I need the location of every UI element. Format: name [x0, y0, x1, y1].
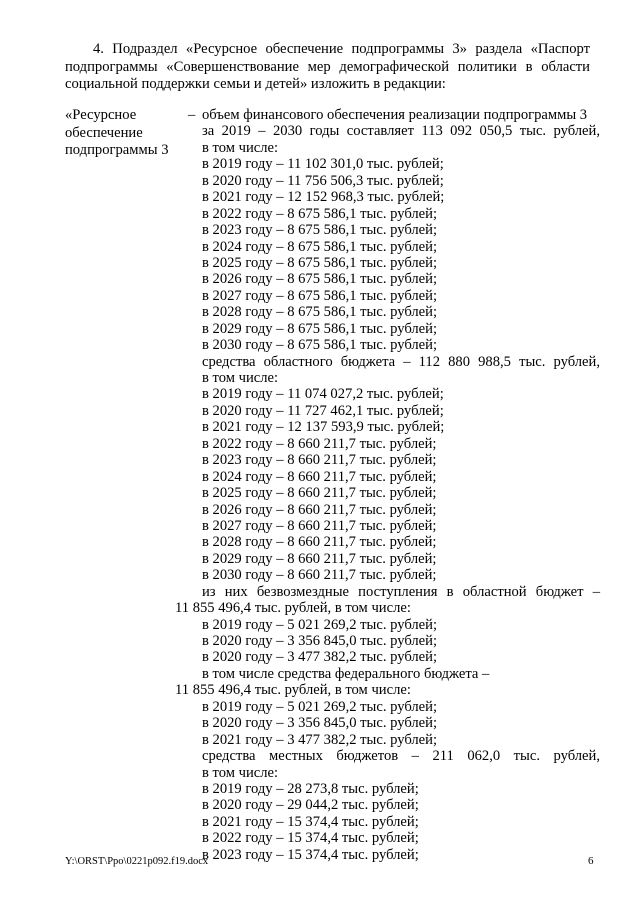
funding-line: в 2026 году – 8 675 586,1 тыс. рублей; — [202, 271, 438, 288]
intro-paragraph — [65, 41, 590, 94]
funding-line: в 2020 году – 3 356 845,0 тыс. рублей; — [202, 633, 438, 649]
funding-line: объем финансового обеспечения реализации подпрограммы 3 — [202, 107, 588, 123]
funding-line: в 2021 году – 15 374,4 тыс. рублей; — [202, 813, 419, 830]
funding-line: в 2030 году – 8 660 211,7 тыс. рублей; — [202, 567, 437, 584]
intro-line-1: 4. Подраздел «Ресурсное обеспечение подпрограммы 3» раздела «Паспорт — [93, 41, 590, 57]
funding-line: в 2024 году – 8 660 211,7 тыс. рублей; — [202, 468, 437, 485]
funding-line: средства областного бюджета – 112 880 988,5 тыс. рублей, — [202, 353, 600, 370]
funding-details — [175, 107, 600, 863]
funding-line: в 2022 году – 15 374,4 тыс. рублей; — [202, 830, 419, 847]
intro-line-2: подпрограммы «Совершенствование мер демографической политики в области — [65, 58, 590, 75]
section-label-line-3: подпрограммы 3 — [65, 142, 169, 158]
funding-line: в 2020 году – 11 727 462,1 тыс. рублей; — [202, 402, 444, 419]
funding-line: в 2020 году – 3 356 845,0 тыс. рублей; — [202, 715, 438, 732]
funding-line: в 2028 году – 8 675 586,1 тыс. рублей; — [202, 304, 438, 321]
funding-line: в 2024 году – 8 675 586,1 тыс. рублей; — [202, 238, 438, 255]
funding-line: в том числе средства федерального бюджета – — [202, 665, 490, 682]
funding-line: в 2026 году – 8 660 211,7 тыс. рублей; — [202, 501, 437, 518]
funding-line: в 2022 году – 8 675 586,1 тыс. рублей; — [202, 205, 438, 222]
funding-line: в 2021 году – 12 152 968,3 тыс. рублей; — [202, 189, 445, 206]
funding-line: в 2020 году – 3 477 382,2 тыс. рублей; — [202, 649, 438, 666]
funding-line: в 2020 году – 11 756 506,3 тыс. рублей; — [202, 172, 444, 189]
section-label — [65, 107, 185, 160]
funding-line: в 2023 году – 15 374,4 тыс. рублей; — [202, 846, 419, 863]
intro-line-3: социальной поддержки семьи и детей» изложить в редакции: — [65, 76, 446, 92]
section-label-line-1: «Ресурсное — [65, 107, 137, 123]
funding-line: в 2027 году – 8 660 211,7 тыс. рублей; — [202, 517, 437, 534]
funding-line: в 2029 году – 8 675 586,1 тыс. рублей; — [202, 320, 438, 337]
funding-line: средства местных бюджетов – 211 062,0 тыс. рублей, — [202, 748, 600, 765]
funding-line: за 2019 – 2030 годы составляет 113 092 050,5 тыс. рублей, — [202, 123, 600, 140]
funding-line: из них безвозмездные поступления в областной бюджет – — [202, 583, 600, 600]
funding-line: в 2028 году – 8 660 211,7 тыс. рублей; — [202, 534, 437, 551]
footer-file-path: Y:\ORST\Ppo\0221p092.f19.docx — [65, 856, 209, 867]
funding-line: в 2023 году – 8 660 211,7 тыс. рублей; — [202, 452, 437, 469]
funding-line: в 2019 году – 5 021 269,2 тыс. рублей; — [202, 616, 438, 633]
separator-dash: – — [188, 107, 196, 123]
funding-line: в 2021 году – 3 477 382,2 тыс. рублей; — [202, 731, 438, 748]
funding-line: в 2020 году – 29 044,2 тыс. рублей; — [202, 797, 419, 814]
page-number: 6 — [588, 855, 594, 867]
funding-line: в 2019 году – 11 074 027,2 тыс. рублей; — [202, 386, 444, 403]
funding-line: в 2025 году – 8 675 586,1 тыс. рублей; — [202, 254, 438, 271]
funding-line: в 2023 году – 8 675 586,1 тыс. рублей; — [202, 222, 438, 239]
funding-line: в том числе: — [202, 764, 279, 781]
funding-line: в 2030 году – 8 675 586,1 тыс. рублей; — [202, 337, 438, 354]
funding-line: в том числе: — [202, 139, 279, 156]
funding-line: 11 855 496,4 тыс. рублей, в том числе: — [175, 600, 411, 617]
funding-line: в 2021 году – 12 137 593,9 тыс. рублей; — [202, 419, 445, 436]
funding-line: в том числе: — [202, 370, 279, 386]
section-label-line-2: обеспечение — [65, 124, 143, 141]
funding-line: в 2029 году – 8 660 211,7 тыс. рублей; — [202, 550, 437, 567]
funding-line: в 2025 году – 8 660 211,7 тыс. рублей; — [202, 485, 437, 502]
funding-line: в 2022 году – 8 660 211,7 тыс. рублей; — [202, 435, 437, 452]
funding-line: в 2019 году – 11 102 301,0 тыс. рублей; — [202, 156, 444, 173]
funding-line: в 2019 году – 28 273,8 тыс. рублей; — [202, 780, 419, 797]
funding-line: в 2019 году – 5 021 269,2 тыс. рублей; — [202, 698, 438, 715]
funding-line: 11 855 496,4 тыс. рублей, в том числе: — [175, 682, 411, 699]
funding-line: в 2027 году – 8 675 586,1 тыс. рублей; — [202, 287, 438, 304]
